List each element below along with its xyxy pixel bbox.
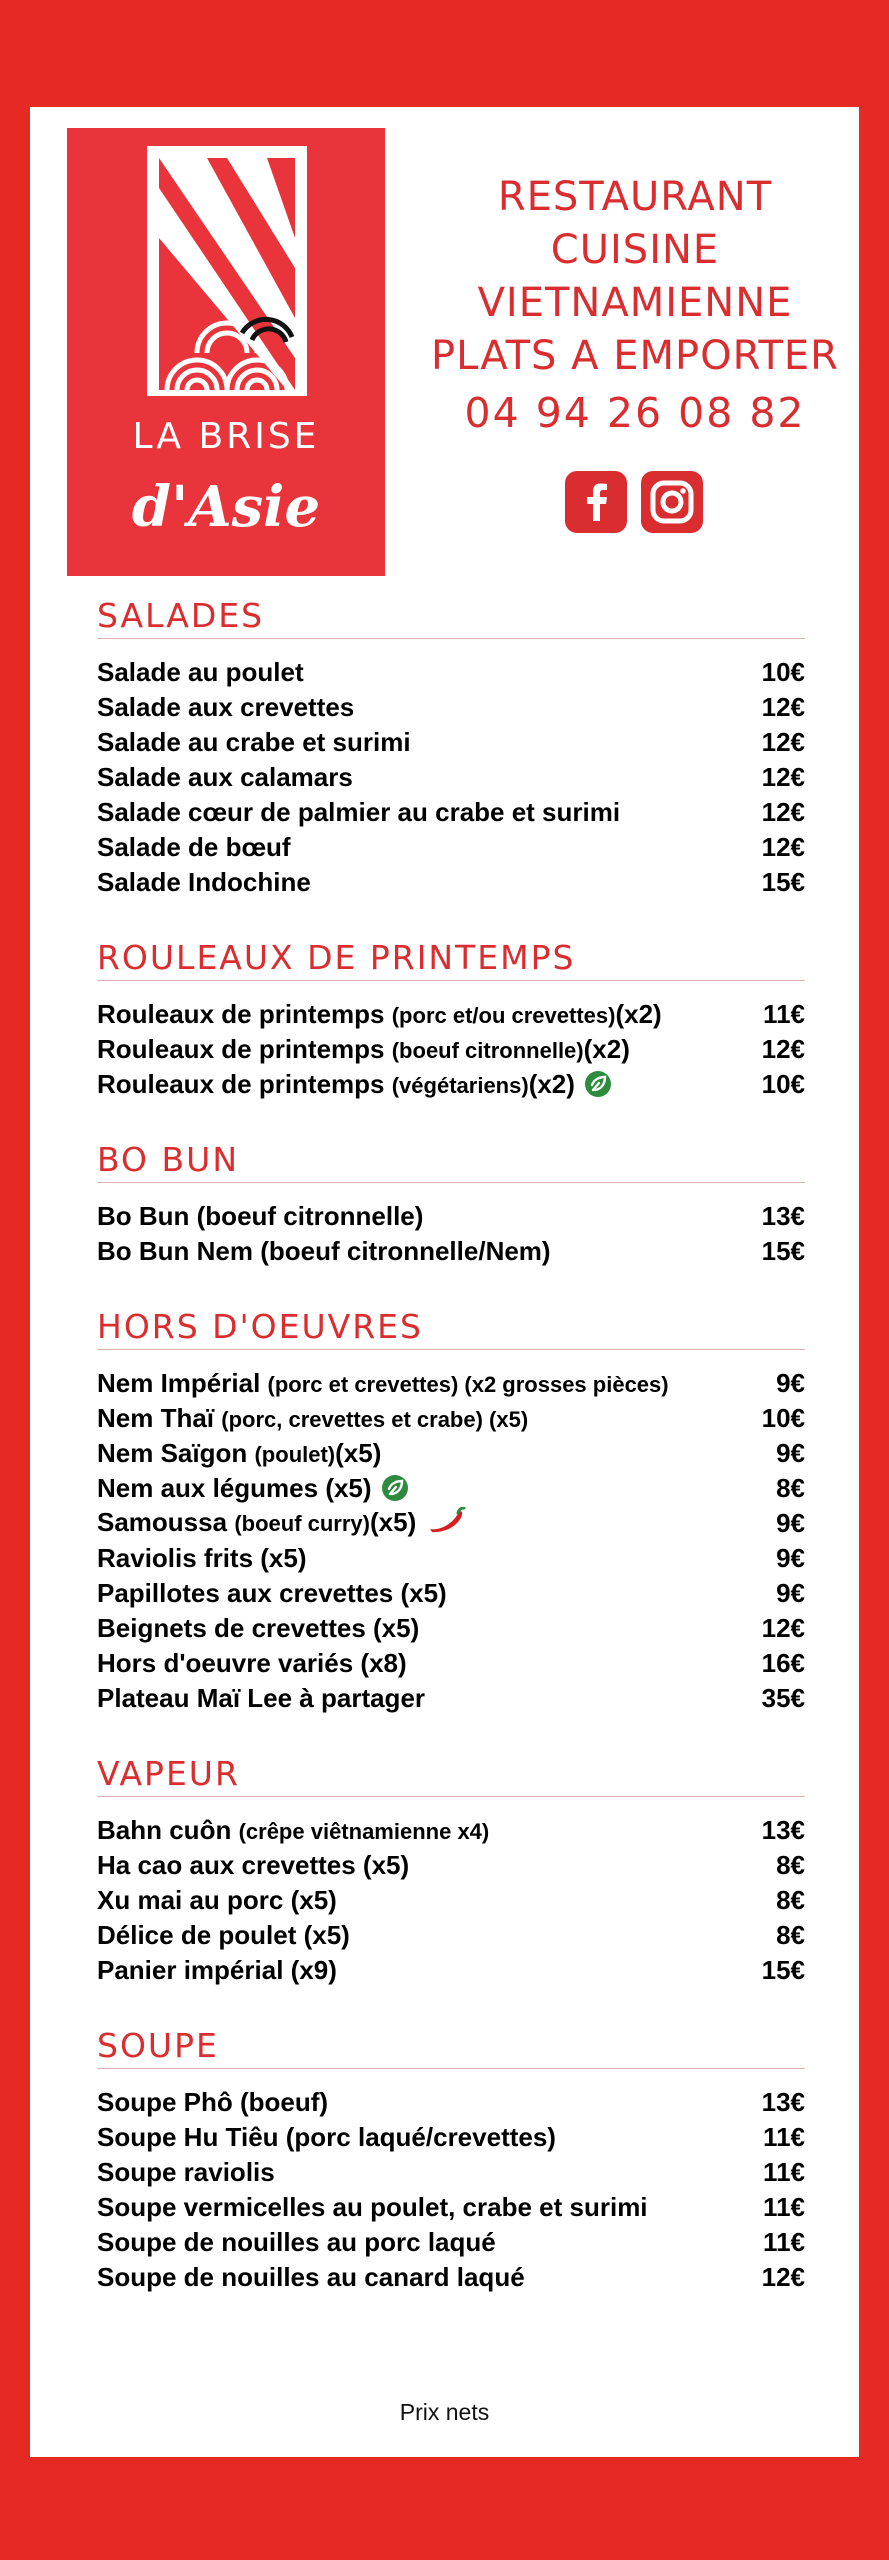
menu-item bbox=[97, 1953, 805, 1988]
menu-item-label bbox=[97, 1955, 337, 1986]
menu-item-name: Samoussa bbox=[97, 1506, 228, 1537]
menu-item bbox=[97, 1848, 805, 1883]
menu-item-label bbox=[97, 1850, 409, 1881]
menu-item-name: Beignets de crevettes (x5) bbox=[97, 1613, 420, 1643]
menu-item-note: (boeuf citronnelle) bbox=[391, 1038, 584, 1063]
menu-item-label bbox=[97, 1543, 307, 1574]
menu-item-name: Soupe de nouilles au canard laqué bbox=[97, 2262, 525, 2292]
menu-item-price: 11€ bbox=[763, 2192, 805, 2222]
menu-item-name: Soupe vermicelles au poulet, crabe et surimi bbox=[97, 2192, 648, 2222]
menu-item-name: Bo Bun (boeuf citronnelle) bbox=[97, 1201, 424, 1231]
tagline-line: CUISINE VIETNAMIENNE bbox=[477, 227, 793, 326]
menu-section bbox=[97, 1138, 805, 1269]
menu-item bbox=[97, 1611, 805, 1646]
menu-item bbox=[97, 2085, 805, 2120]
menu-item bbox=[97, 1234, 805, 1269]
menu-item bbox=[97, 760, 805, 795]
menu-item-label bbox=[97, 999, 662, 1030]
menu-item-name: Hors d'oeuvre variés (x8) bbox=[97, 1648, 407, 1678]
menu-item-price: 8€ bbox=[776, 1920, 805, 1950]
menu-item bbox=[97, 690, 805, 725]
chili-pepper-icon bbox=[426, 1507, 466, 1540]
menu-item-quantity: (x5) bbox=[370, 1506, 417, 1537]
vegetarian-leaf-icon bbox=[585, 1071, 611, 1097]
menu-item bbox=[97, 997, 805, 1032]
menu-item-name: Délice de poulet (x5) bbox=[97, 1920, 350, 1950]
menu-item-price: 12€ bbox=[761, 762, 805, 792]
menu-item bbox=[97, 1199, 805, 1234]
menu-item-label bbox=[97, 1683, 425, 1714]
menu-item-price: 16€ bbox=[761, 1648, 805, 1678]
menu-item-price: 9€ bbox=[776, 1438, 805, 1468]
vegetarian-leaf-icon bbox=[382, 1475, 408, 1501]
menu-item-name: Salade cœur de palmier au crabe et surimi bbox=[97, 797, 621, 827]
menu-item-name: Salade Indochine bbox=[97, 867, 311, 897]
menu-item-note: (crêpe viêtnamienne x4) bbox=[238, 1819, 490, 1844]
menu-item-price: 9€ bbox=[776, 1543, 805, 1573]
menu-item bbox=[97, 2260, 805, 2295]
menu-item bbox=[97, 1813, 805, 1848]
menu-item bbox=[97, 1883, 805, 1918]
menu-item-label bbox=[97, 1885, 337, 1916]
footer-note: Prix nets bbox=[399, 2399, 490, 2425]
menu-item-price: 11€ bbox=[763, 2122, 805, 2152]
menu-item bbox=[97, 1471, 805, 1506]
menu-item-price: 9€ bbox=[776, 1368, 805, 1398]
menu-item-name: Soupe Hu Tiêu (porc laqué/crevettes) bbox=[97, 2122, 556, 2152]
menu-item-label bbox=[97, 1368, 669, 1399]
menu-item-note: (porc, crevettes et crabe) (x5) bbox=[221, 1407, 529, 1432]
menu-item bbox=[97, 1401, 805, 1436]
menu-item-name: Ha cao aux crevettes (x5) bbox=[97, 1850, 410, 1880]
section-title: HORS D'OEUVRES bbox=[97, 1305, 805, 1350]
facebook-icon[interactable] bbox=[565, 471, 627, 533]
menu-item-price: 11€ bbox=[763, 999, 805, 1029]
menu-item-label bbox=[97, 1438, 381, 1469]
menu-item bbox=[97, 1646, 805, 1681]
menu-item bbox=[97, 1506, 805, 1541]
menu-item bbox=[97, 1541, 805, 1576]
menu-item bbox=[97, 1918, 805, 1953]
brand-name-line2: d'Asie bbox=[131, 474, 321, 540]
menu-item-price: 9€ bbox=[776, 1578, 805, 1608]
restaurant-tagline bbox=[420, 171, 850, 383]
menu-section bbox=[97, 2024, 805, 2295]
menu-item-price: 12€ bbox=[761, 692, 805, 722]
menu-item-name: Soupe raviolis bbox=[97, 2157, 275, 2187]
menu-item-label bbox=[97, 1403, 528, 1434]
menu-item-price: 12€ bbox=[761, 797, 805, 827]
menu-item-name: Rouleaux de printemps bbox=[97, 1034, 385, 1064]
menu-section bbox=[97, 1305, 805, 1716]
tagline-line: RESTAURANT bbox=[497, 174, 773, 220]
menu-item-label bbox=[97, 2157, 275, 2188]
menu-item-name: Nem aux légumes (x5) bbox=[97, 1473, 372, 1503]
menu-item-label bbox=[97, 1648, 407, 1679]
menu-item-quantity: (x2) bbox=[615, 999, 662, 1029]
menu-page bbox=[30, 107, 859, 2457]
menu-item-note: (porc et/ou crevettes) bbox=[391, 1003, 616, 1028]
menu-item-name: Papillotes aux crevettes (x5) bbox=[97, 1578, 447, 1608]
menu-item-note: (porc et crevettes) (x2 grosses pièces) bbox=[267, 1372, 669, 1397]
menu-item-price: 10€ bbox=[761, 657, 805, 687]
menu-item-price: 15€ bbox=[761, 867, 805, 897]
menu-item-price: 8€ bbox=[776, 1850, 805, 1880]
section-title: ROULEAUX DE PRINTEMPS bbox=[97, 936, 805, 981]
menu-item bbox=[97, 1436, 805, 1471]
menu-section bbox=[97, 936, 805, 1102]
menu-item-note: (boeuf curry) bbox=[234, 1510, 370, 1536]
menu-item-price: 12€ bbox=[761, 832, 805, 862]
menu-item-name: Plateau Maï Lee à partager bbox=[97, 1683, 426, 1713]
menu-item-label bbox=[97, 1069, 611, 1100]
menu-item-name: Rouleaux de printemps bbox=[97, 999, 385, 1029]
menu-item bbox=[97, 2225, 805, 2260]
tagline-line: PLATS A EMPORTER bbox=[431, 333, 839, 379]
brand-logo bbox=[67, 128, 385, 576]
menu-item-label bbox=[97, 727, 411, 758]
menu-item-label bbox=[97, 1201, 423, 1232]
menu-item bbox=[97, 2190, 805, 2225]
menu-item-label bbox=[97, 762, 353, 793]
menu-item bbox=[97, 1032, 805, 1067]
menu-item-name: Bo Bun Nem (boeuf citronnelle/Nem) bbox=[97, 1236, 551, 1266]
menu-item-label bbox=[97, 1815, 489, 1846]
menu-item-label bbox=[97, 657, 304, 688]
menu-item-price: 11€ bbox=[763, 2227, 805, 2257]
menu-item bbox=[97, 830, 805, 865]
menu-item-price: 15€ bbox=[761, 1955, 805, 1985]
menu-item-price: 13€ bbox=[761, 1815, 805, 1845]
menu-item-note: (poulet) bbox=[254, 1442, 336, 1467]
menu-item-price: 10€ bbox=[761, 1069, 805, 1099]
menu-item-name: Panier impérial (x9) bbox=[97, 1955, 337, 1985]
menu-item bbox=[97, 2155, 805, 2190]
menu-item-price: 12€ bbox=[761, 2262, 805, 2292]
menu-item bbox=[97, 725, 805, 760]
menu-item-price: 13€ bbox=[761, 2087, 805, 2117]
brand-name-line1: LA BRISE bbox=[132, 416, 320, 457]
menu-item-label bbox=[97, 1034, 630, 1065]
menu-item-label bbox=[97, 1473, 408, 1504]
menu-item-price: 12€ bbox=[761, 1034, 805, 1064]
menu-item-name: Salade au poulet bbox=[97, 657, 304, 687]
menu-item bbox=[97, 795, 805, 830]
menu-item-label bbox=[97, 2122, 556, 2153]
instagram-icon[interactable] bbox=[641, 471, 703, 533]
menu-item-name: Nem Impérial bbox=[97, 1368, 261, 1398]
menu-sections bbox=[97, 594, 805, 2331]
menu-item-price: 13€ bbox=[761, 1201, 805, 1231]
menu-item-price: 9€ bbox=[776, 1508, 805, 1538]
menu-item-label bbox=[97, 2087, 328, 2118]
menu-item bbox=[97, 655, 805, 690]
menu-item-name: Raviolis frits (x5) bbox=[97, 1543, 307, 1573]
menu-item bbox=[97, 865, 805, 900]
menu-item-name: Xu mai au porc (x5) bbox=[97, 1885, 337, 1915]
section-title: VAPEUR bbox=[97, 1752, 805, 1797]
section-title: SOUPE bbox=[97, 2024, 805, 2069]
menu-item-price: 8€ bbox=[776, 1473, 805, 1503]
section-title: SALADES bbox=[97, 594, 805, 639]
menu-item bbox=[97, 1067, 805, 1102]
menu-item-name: Rouleaux de printemps bbox=[97, 1069, 385, 1099]
menu-item-label bbox=[97, 1236, 551, 1267]
menu-item-price: 12€ bbox=[761, 1613, 805, 1643]
phone-number[interactable]: 04 94 26 08 82 bbox=[464, 389, 806, 437]
menu-item bbox=[97, 1681, 805, 1716]
menu-item-quantity: (x5) bbox=[335, 1438, 382, 1468]
menu-item-label bbox=[97, 1507, 466, 1541]
menu-item-quantity: (x2) bbox=[583, 1034, 630, 1064]
menu-item-name: Salade aux crevettes bbox=[97, 692, 355, 722]
menu-item-price: 12€ bbox=[761, 727, 805, 757]
menu-section bbox=[97, 594, 805, 900]
menu-item-price: 10€ bbox=[761, 1403, 805, 1433]
menu-item-name: Nem Thaï bbox=[97, 1403, 215, 1433]
menu-item-name: Nem Saïgon bbox=[97, 1438, 248, 1468]
menu-item-name: Soupe Phô (boeuf) bbox=[97, 2087, 329, 2117]
menu-item-quantity: (x2) bbox=[528, 1069, 575, 1099]
menu-item-label bbox=[97, 1613, 419, 1644]
menu-item-price: 8€ bbox=[776, 1885, 805, 1915]
menu-item-label bbox=[97, 2192, 648, 2223]
menu-item-label bbox=[97, 692, 354, 723]
menu-item-name: Salade aux calamars bbox=[97, 762, 353, 792]
menu-item-name: Salade au crabe et surimi bbox=[97, 727, 411, 757]
menu-item-price: 15€ bbox=[761, 1236, 805, 1266]
menu-item-label bbox=[97, 867, 311, 898]
menu-item-note: (végétariens) bbox=[391, 1073, 529, 1098]
menu-item-label bbox=[97, 2262, 525, 2293]
menu-item bbox=[97, 2120, 805, 2155]
menu-item-label bbox=[97, 2227, 496, 2258]
menu-item-label bbox=[97, 797, 620, 828]
menu-item-label bbox=[97, 1920, 350, 1951]
menu-item-name: Soupe de nouilles au porc laqué bbox=[97, 2227, 496, 2257]
menu-section bbox=[97, 1752, 805, 1988]
menu-item-name: Salade de bœuf bbox=[97, 832, 291, 862]
section-title: BO BUN bbox=[97, 1138, 805, 1183]
menu-item-price: 11€ bbox=[763, 2157, 805, 2187]
menu-item-label bbox=[97, 832, 291, 863]
social-links bbox=[565, 471, 703, 533]
menu-item bbox=[97, 1576, 805, 1611]
menu-item-label bbox=[97, 1578, 447, 1609]
menu-item bbox=[97, 1366, 805, 1401]
menu-item-name: Bahn cuôn bbox=[97, 1815, 232, 1845]
menu-item-price: 35€ bbox=[761, 1683, 805, 1713]
